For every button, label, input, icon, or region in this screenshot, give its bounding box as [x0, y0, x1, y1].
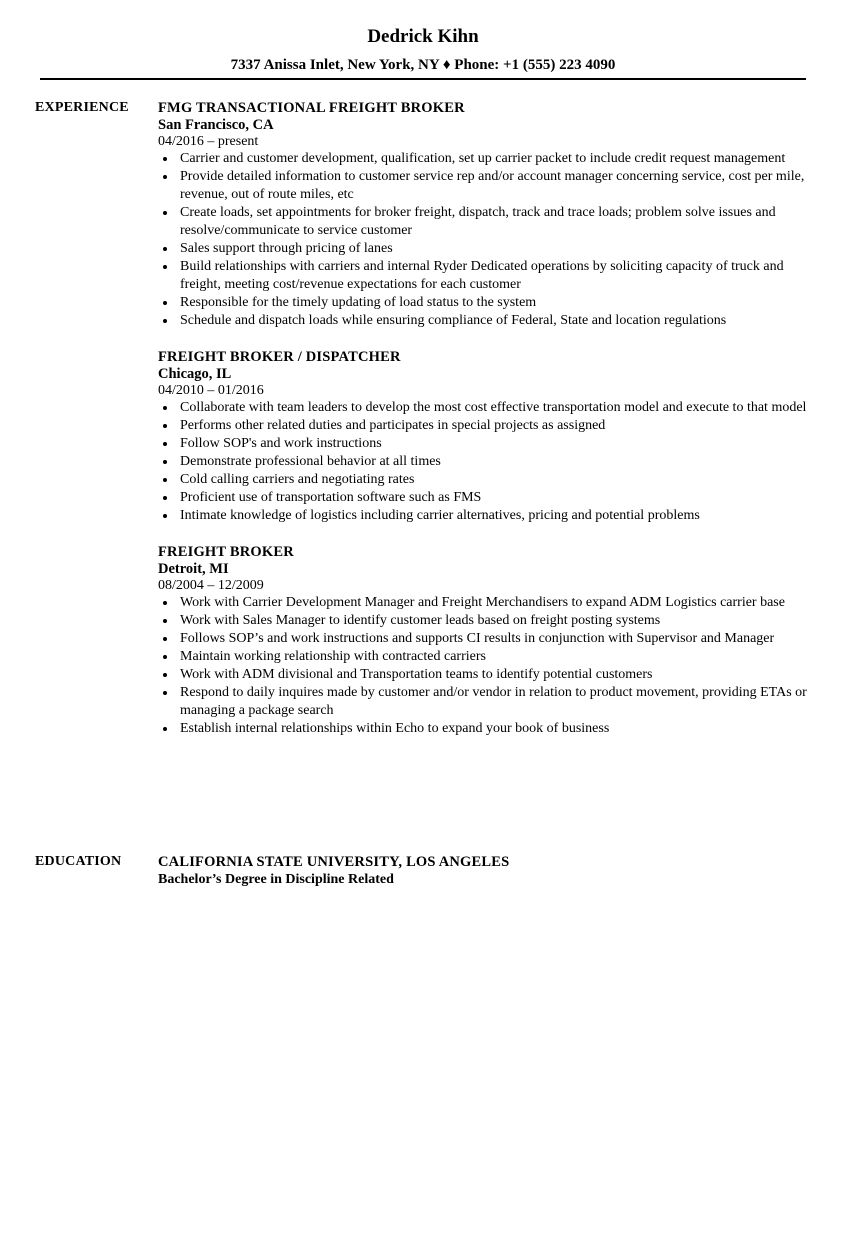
- job-bullet: Demonstrate professional behavior at all times: [158, 453, 810, 471]
- job-title: FREIGHT BROKER: [158, 544, 294, 560]
- job-bullet: Intimate knowledge of logistics including carrier alternatives, pricing and potential problems: [158, 507, 810, 525]
- job-location: Chicago, IL: [158, 366, 232, 382]
- job-bullet: Collaborate with team leaders to develop the most cost effective transportation model and execute to that model: [158, 399, 810, 417]
- job-bullet: Respond to daily inquires made by customer and/or vendor in relation to product movement, providing ETAs or managing a package search: [158, 684, 810, 720]
- job-bullet: Establish internal relationships within Echo to expand your book of business: [158, 720, 810, 738]
- job-title: FREIGHT BROKER / DISPATCHER: [158, 349, 401, 365]
- job-bullet: Carrier and customer development, qualification, set up carrier packet to include credit request management: [158, 150, 810, 168]
- experience-list: [158, 99, 810, 756]
- contact-line: 7337 Anissa Inlet, New York, NY ♦ Phone: +1 (555) 223 4090: [230, 57, 616, 73]
- education-heading: EDUCATION: [35, 854, 122, 869]
- job-dates: 04/2010 – 01/2016: [158, 383, 264, 398]
- job-bullet: Performs other related duties and participates in special projects as assigned: [158, 417, 810, 435]
- job-bullet: Responsible for the timely updating of load status to the system: [158, 294, 810, 312]
- job-location: San Francisco, CA: [158, 117, 274, 133]
- header-divider: [40, 78, 806, 80]
- job-bullet: Provide detailed information to customer service rep and/or account manager concerning service, cost per mile, revenue, out of route miles, etc: [158, 168, 810, 204]
- job-bullet: Build relationships with carriers and internal Ryder Dedicated operations by soliciting capacity of truck and freight, meeting cost/revenue expectations for each customer: [158, 258, 810, 294]
- job-bullet: Work with Sales Manager to identify customer leads based on freight posting systems: [158, 612, 810, 630]
- job-bullet: Maintain working relationship with contracted carriers: [158, 648, 810, 666]
- job-entry: [158, 99, 810, 330]
- degree-name: Bachelor’s Degree in Discipline Related: [158, 872, 394, 887]
- job-bullet-list: [158, 399, 810, 525]
- school-name: CALIFORNIA STATE UNIVERSITY, LOS ANGELES: [158, 854, 510, 870]
- job-bullet-list: [158, 150, 810, 330]
- job-entry: [158, 348, 810, 525]
- job-bullet-list: [158, 594, 810, 738]
- education-entry: [158, 853, 810, 889]
- job-bullet: Cold calling carriers and negotiating rates: [158, 471, 810, 489]
- job-title: FMG TRANSACTIONAL FREIGHT BROKER: [158, 100, 465, 116]
- job-bullet: Schedule and dispatch loads while ensuring compliance of Federal, State and location regulations: [158, 312, 810, 330]
- job-bullet: Work with ADM divisional and Transportation teams to identify potential customers: [158, 666, 810, 684]
- job-dates: 08/2004 – 12/2009: [158, 578, 264, 593]
- candidate-name: Dedrick Kihn: [367, 26, 479, 47]
- job-bullet: Follows SOP’s and work instructions and supports CI results in conjunction with Supervisor and Manager: [158, 630, 810, 648]
- job-bullet: Sales support through pricing of lanes: [158, 240, 810, 258]
- job-bullet: Create loads, set appointments for broker freight, dispatch, track and trace loads; problem solve issues and resolve/communicate to service customer: [158, 204, 810, 240]
- job-bullet: Follow SOP's and work instructions: [158, 435, 810, 453]
- job-entry: [158, 543, 810, 738]
- job-dates: 04/2016 – present: [158, 134, 259, 149]
- job-bullet: Work with Carrier Development Manager and Freight Merchandisers to expand ADM Logistics carrier base: [158, 594, 810, 612]
- job-location: Detroit, MI: [158, 561, 229, 577]
- experience-heading: EXPERIENCE: [35, 100, 129, 115]
- resume-header: [40, 0, 806, 80]
- job-bullet: Proficient use of transportation software such as FMS: [158, 489, 810, 507]
